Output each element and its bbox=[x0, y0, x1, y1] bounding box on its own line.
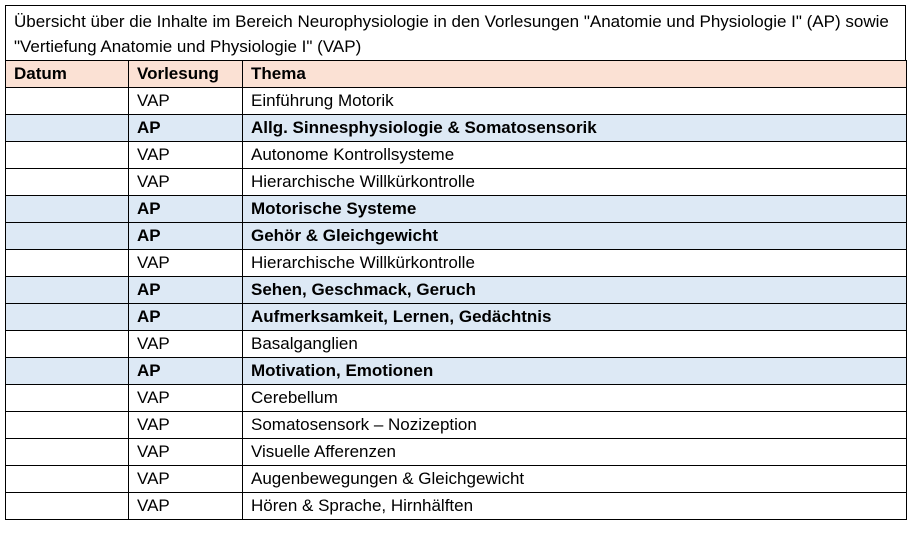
header-row bbox=[6, 61, 907, 88]
cell-thema: Allg. Sinnesphysiologie & Somatosensorik bbox=[243, 115, 907, 142]
cell-vorlesung: VAP bbox=[129, 385, 243, 412]
cell-vorlesung: VAP bbox=[129, 250, 243, 277]
cell-datum bbox=[6, 277, 129, 304]
cell-thema: Visuelle Afferenzen bbox=[243, 439, 907, 466]
table-row bbox=[6, 88, 907, 115]
cell-datum bbox=[6, 88, 129, 115]
cell-thema: Basalganglien bbox=[243, 331, 907, 358]
cell-vorlesung: AP bbox=[129, 115, 243, 142]
table-row bbox=[6, 250, 907, 277]
cell-thema: Hierarchische Willkürkontrolle bbox=[243, 169, 907, 196]
cell-datum bbox=[6, 439, 129, 466]
cell-thema: Gehör & Gleichgewicht bbox=[243, 223, 907, 250]
lecture-table bbox=[5, 60, 907, 520]
cell-thema: Motorische Systeme bbox=[243, 196, 907, 223]
table-row bbox=[6, 385, 907, 412]
cell-thema: Einführung Motorik bbox=[243, 88, 907, 115]
cell-vorlesung: VAP bbox=[129, 142, 243, 169]
cell-thema: Augenbewegungen & Gleichgewicht bbox=[243, 466, 907, 493]
cell-thema: Hören & Sprache, Hirnhälften bbox=[243, 493, 907, 520]
cell-thema: Hierarchische Willkürkontrolle bbox=[243, 250, 907, 277]
cell-datum bbox=[6, 493, 129, 520]
cell-datum bbox=[6, 331, 129, 358]
cell-thema: Aufmerksamkeit, Lernen, Gedächtnis bbox=[243, 304, 907, 331]
cell-thema: Sehen, Geschmack, Geruch bbox=[243, 277, 907, 304]
cell-datum bbox=[6, 223, 129, 250]
cell-datum bbox=[6, 385, 129, 412]
cell-datum bbox=[6, 412, 129, 439]
cell-vorlesung: VAP bbox=[129, 331, 243, 358]
table-row bbox=[6, 331, 907, 358]
table-row bbox=[6, 304, 907, 331]
table-row bbox=[6, 466, 907, 493]
cell-vorlesung: VAP bbox=[129, 493, 243, 520]
cell-datum bbox=[6, 250, 129, 277]
table-row bbox=[6, 223, 907, 250]
cell-datum bbox=[6, 142, 129, 169]
cell-thema: Cerebellum bbox=[243, 385, 907, 412]
table-row bbox=[6, 493, 907, 520]
table-row bbox=[6, 142, 907, 169]
table-row bbox=[6, 115, 907, 142]
cell-datum bbox=[6, 115, 129, 142]
cell-datum bbox=[6, 358, 129, 385]
header-vorlesung: Vorlesung bbox=[129, 61, 243, 88]
cell-datum bbox=[6, 196, 129, 223]
cell-thema: Autonome Kontrollsysteme bbox=[243, 142, 907, 169]
cell-vorlesung: AP bbox=[129, 196, 243, 223]
table-row bbox=[6, 412, 907, 439]
lecture-overview-sheet bbox=[5, 5, 906, 520]
cell-datum bbox=[6, 169, 129, 196]
cell-vorlesung: AP bbox=[129, 304, 243, 331]
header-thema: Thema bbox=[243, 61, 907, 88]
table-row bbox=[6, 439, 907, 466]
cell-datum bbox=[6, 304, 129, 331]
header-datum: Datum bbox=[6, 61, 129, 88]
table-row bbox=[6, 169, 907, 196]
cell-vorlesung: VAP bbox=[129, 169, 243, 196]
table-row bbox=[6, 196, 907, 223]
cell-vorlesung: VAP bbox=[129, 466, 243, 493]
cell-vorlesung: AP bbox=[129, 277, 243, 304]
cell-datum bbox=[6, 466, 129, 493]
cell-vorlesung: VAP bbox=[129, 88, 243, 115]
cell-thema: Somatosensork – Nozizeption bbox=[243, 412, 907, 439]
table-row bbox=[6, 277, 907, 304]
table-caption: Übersicht über die Inhalte im Bereich Neurophysiologie in den Vorlesungen "Anatomie und Physiologie I" (AP) sowie "Vertiefung Anatomie und Physiologie I" (VAP) bbox=[5, 5, 906, 60]
cell-vorlesung: AP bbox=[129, 223, 243, 250]
table-row bbox=[6, 358, 907, 385]
cell-vorlesung: AP bbox=[129, 358, 243, 385]
cell-thema: Motivation, Emotionen bbox=[243, 358, 907, 385]
cell-vorlesung: VAP bbox=[129, 439, 243, 466]
cell-vorlesung: VAP bbox=[129, 412, 243, 439]
